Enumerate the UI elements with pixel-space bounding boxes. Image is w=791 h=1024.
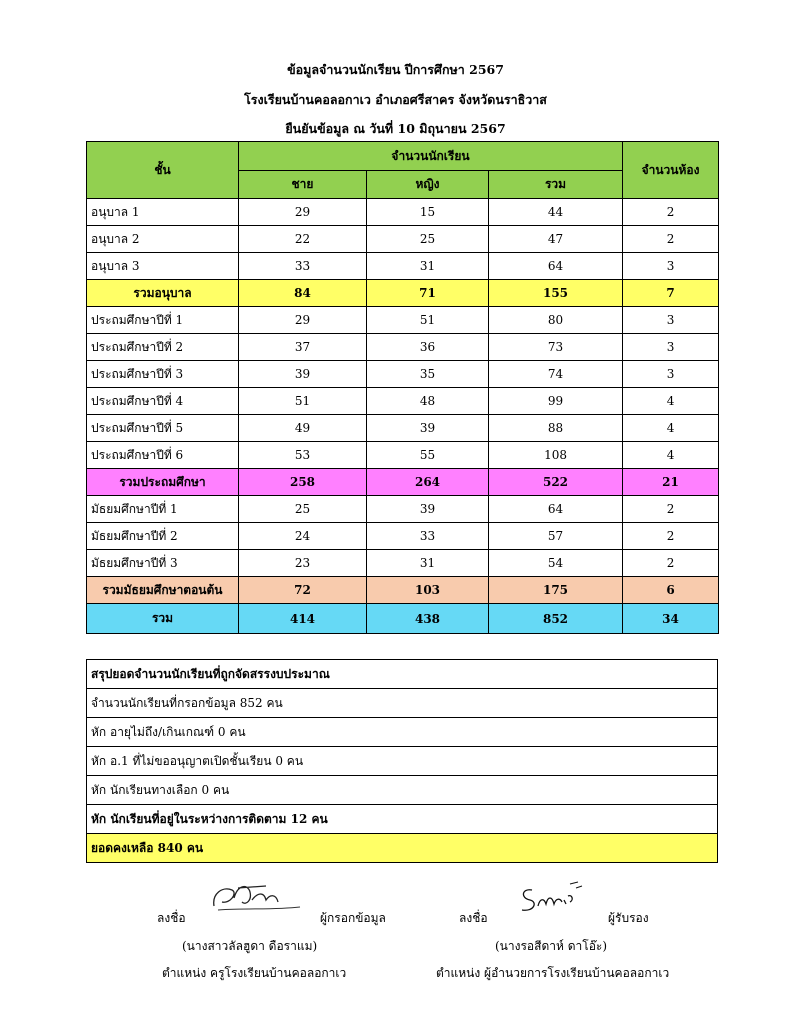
- rooms-cell: 2: [623, 523, 719, 550]
- rooms-cell: 2: [623, 496, 719, 523]
- total-cell: 155: [489, 280, 623, 307]
- table-row: [87, 523, 719, 550]
- header-male: ชาย: [239, 171, 367, 199]
- summary-line: หัก อายุไม่ถึง/เกินเกณฑ์ 0 คน: [87, 718, 718, 747]
- female-cell: 15: [367, 199, 489, 226]
- grade-cell: มัธยมศึกษาปีที่ 2: [87, 523, 239, 550]
- grade-cell: ประถมศึกษาปีที่ 6: [87, 442, 239, 469]
- rooms-cell: 3: [623, 253, 719, 280]
- summary-line: หัก อ.1 ที่ไม่ขออนุญาตเปิดชั้นเรียน 0 คน: [87, 747, 718, 776]
- left-signature-image: [208, 880, 304, 916]
- subtotal-label: รวมประถมศึกษา: [87, 469, 239, 496]
- male-cell: 33: [239, 253, 367, 280]
- table-row: [87, 334, 719, 361]
- total-cell: 57: [489, 523, 623, 550]
- table-row: [87, 388, 719, 415]
- male-cell: 25: [239, 496, 367, 523]
- left-position: ตำแหน่ง ครูโรงเรียนบ้านคอลอกาเว: [162, 966, 347, 980]
- right-signature-image: [518, 878, 590, 916]
- table-row: [87, 253, 719, 280]
- grade-cell: ประถมศึกษาปีที่ 1: [87, 307, 239, 334]
- female-cell: 55: [367, 442, 489, 469]
- rooms-cell: 3: [623, 361, 719, 388]
- female-cell: 438: [367, 604, 489, 634]
- rooms-cell: 2: [623, 550, 719, 577]
- table-row: [87, 199, 719, 226]
- table-row: [87, 550, 719, 577]
- male-cell: 37: [239, 334, 367, 361]
- header-grade: ชั้น: [87, 142, 239, 199]
- male-cell: 39: [239, 361, 367, 388]
- kindergarten-subtotal-row: [87, 280, 719, 307]
- grade-cell: อนุบาล 2: [87, 226, 239, 253]
- female-cell: 31: [367, 253, 489, 280]
- left-name: (นางสาวลัลฮูดา ดือราแม): [182, 939, 318, 953]
- total-cell: 54: [489, 550, 623, 577]
- male-cell: 29: [239, 307, 367, 334]
- female-cell: 48: [367, 388, 489, 415]
- total-cell: 108: [489, 442, 623, 469]
- right-name: (นางรอสีดาห์ ดาโอ๊ะ): [495, 939, 608, 953]
- male-cell: 51: [239, 388, 367, 415]
- male-cell: 414: [239, 604, 367, 634]
- female-cell: 36: [367, 334, 489, 361]
- male-cell: 84: [239, 280, 367, 307]
- grade-cell: ประถมศึกษาปีที่ 2: [87, 334, 239, 361]
- grade-cell: ประถมศึกษาปีที่ 5: [87, 415, 239, 442]
- rooms-cell: 34: [623, 604, 719, 634]
- total-cell: 74: [489, 361, 623, 388]
- summary-line: หัก นักเรียนทางเลือก 0 คน: [87, 776, 718, 805]
- title-line-3: ยืนยันข้อมูล ณ วันที่ 10 มิถุนายน 2567: [285, 121, 506, 136]
- female-cell: 35: [367, 361, 489, 388]
- female-cell: 39: [367, 415, 489, 442]
- male-cell: 72: [239, 577, 367, 604]
- rooms-cell: 3: [623, 334, 719, 361]
- male-cell: 24: [239, 523, 367, 550]
- total-cell: 80: [489, 307, 623, 334]
- header-rooms: จำนวนห้อง: [623, 142, 719, 199]
- header-students: จำนวนนักเรียน: [239, 142, 623, 171]
- female-cell: 103: [367, 577, 489, 604]
- total-cell: 47: [489, 226, 623, 253]
- table-row: [87, 361, 719, 388]
- title-line-2: โรงเรียนบ้านคอลอกาเว อำเภอศรีสาคร จังหวัดนราธิวาส: [244, 92, 547, 107]
- budget-summary-table: [86, 659, 718, 863]
- grade-cell: อนุบาล 1: [87, 199, 239, 226]
- grand-total-row: [87, 604, 719, 634]
- male-cell: 23: [239, 550, 367, 577]
- female-cell: 39: [367, 496, 489, 523]
- male-cell: 22: [239, 226, 367, 253]
- rooms-cell: 3: [623, 307, 719, 334]
- remaining-total: ยอดคงเหลือ 840 คน: [87, 834, 718, 863]
- table-row: [87, 307, 719, 334]
- female-cell: 25: [367, 226, 489, 253]
- total-cell: 175: [489, 577, 623, 604]
- rooms-cell: 2: [623, 226, 719, 253]
- title-line-1: ข้อมูลจำนวนนักเรียน ปีการศึกษา 2567: [287, 62, 504, 77]
- primary-subtotal-row: [87, 469, 719, 496]
- grade-cell: มัธยมศึกษาปีที่ 1: [87, 496, 239, 523]
- male-cell: 49: [239, 415, 367, 442]
- left-sign-label: ลงชื่อ: [157, 911, 186, 925]
- rooms-cell: 4: [623, 415, 719, 442]
- left-role: ผู้กรอกข้อมูล: [320, 911, 386, 925]
- summary-line: จำนวนนักเรียนที่กรอกข้อมูล 852 คน: [87, 689, 718, 718]
- total-cell: 852: [489, 604, 623, 634]
- grade-cell: อนุบาล 3: [87, 253, 239, 280]
- female-cell: 51: [367, 307, 489, 334]
- grade-cell: ประถมศึกษาปีที่ 3: [87, 361, 239, 388]
- total-cell: 73: [489, 334, 623, 361]
- header-female: หญิง: [367, 171, 489, 199]
- female-cell: 33: [367, 523, 489, 550]
- table-row: [87, 226, 719, 253]
- summary-title: สรุปยอดจำนวนนักเรียนที่ถูกจัดสรรงบประมาณ: [87, 660, 718, 689]
- table-row: [87, 442, 719, 469]
- total-cell: 522: [489, 469, 623, 496]
- right-position: ตำแหน่ง ผู้อำนวยการโรงเรียนบ้านคอลอกาเว: [436, 966, 670, 980]
- total-cell: 64: [489, 253, 623, 280]
- total-cell: 64: [489, 496, 623, 523]
- summary-line: หัก นักเรียนที่อยู่ในระหว่างการติดตาม 12 คน: [87, 805, 718, 834]
- grade-cell: มัธยมศึกษาปีที่ 3: [87, 550, 239, 577]
- rooms-cell: 7: [623, 280, 719, 307]
- subtotal-label: รวมมัธยมศึกษาตอนต้น: [87, 577, 239, 604]
- rooms-cell: 2: [623, 199, 719, 226]
- subtotal-label: รวมอนุบาล: [87, 280, 239, 307]
- male-cell: 29: [239, 199, 367, 226]
- rooms-cell: 6: [623, 577, 719, 604]
- student-count-table: [86, 141, 719, 634]
- female-cell: 71: [367, 280, 489, 307]
- rooms-cell: 4: [623, 442, 719, 469]
- rooms-cell: 21: [623, 469, 719, 496]
- right-sign-label: ลงชื่อ: [459, 911, 488, 925]
- male-cell: 53: [239, 442, 367, 469]
- rooms-cell: 4: [623, 388, 719, 415]
- female-cell: 264: [367, 469, 489, 496]
- male-cell: 258: [239, 469, 367, 496]
- total-cell: 88: [489, 415, 623, 442]
- total-cell: 44: [489, 199, 623, 226]
- grade-cell: ประถมศึกษาปีที่ 4: [87, 388, 239, 415]
- female-cell: 31: [367, 550, 489, 577]
- table-row: [87, 496, 719, 523]
- total-cell: 99: [489, 388, 623, 415]
- table-row: [87, 415, 719, 442]
- header-total: รวม: [489, 171, 623, 199]
- grand-total-label: รวม: [87, 604, 239, 634]
- secondary-subtotal-row: [87, 577, 719, 604]
- right-role: ผู้รับรอง: [608, 911, 649, 925]
